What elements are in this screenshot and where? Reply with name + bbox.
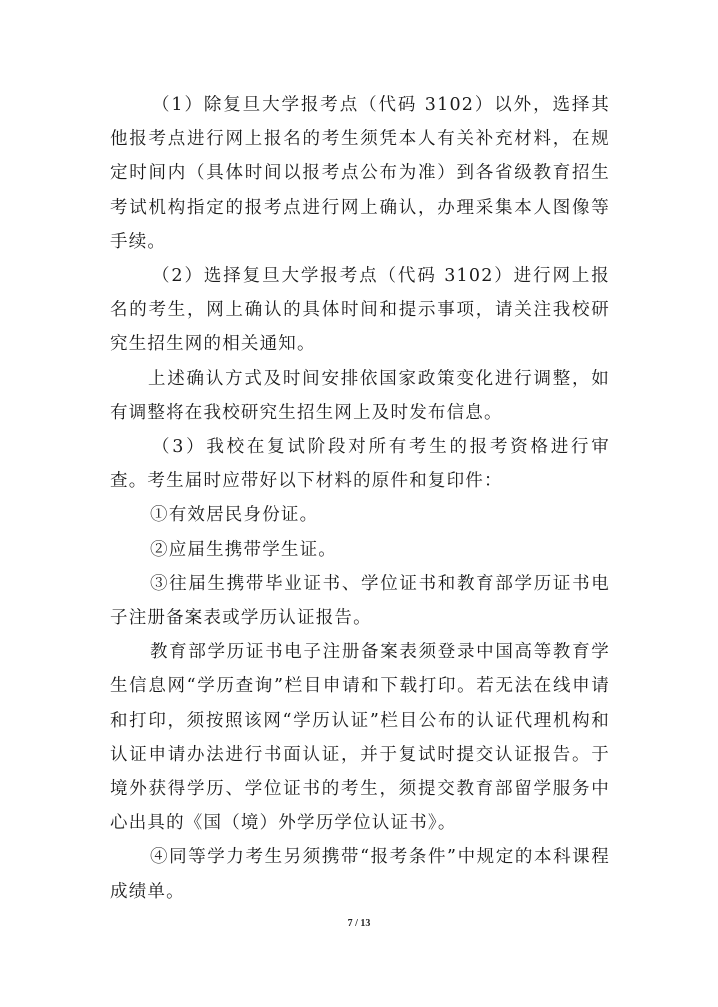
list-item-student-card: ②应届生携带学生证。 [150, 539, 337, 560]
list-item-id-card: ①有效居民身份证。 [150, 505, 319, 526]
paragraph-4: （3）我校在复试阶段对所有考生的报考资格进行审查。考生届时应带好以下材料的原件和复印件： [110, 437, 610, 492]
paragraph-1: （1）除复旦大学报考点（代码 3102）以外，选择其他报考点进行网上报名的考生须凭本人有关补充材料，在规定时间内（具体时间以报考点公布为准）到各省级教育招生考试机构指定的报考点进行网上确认，办理采集本人图像等手续。 [110, 95, 610, 252]
paragraph-certificate-info: 教育部学历证书电子注册备案表须登录中国高等教育学生信息网“学历查询”栏目申请和下载打印。若无法在线申请和打印，须按照该网“学历认证”栏目公布的认证代理机构和认证申请办法进行书面认证，并于复试时提交认证报告。于境外获得学历、学位证书的考生，须提交教育部留学服务中心出具的《国（境）外学历学位认证书》。 [110, 642, 610, 834]
paragraph-2: （2）选择复旦大学报考点（代码 3102）进行网上报名的考生，网上确认的具体时间和提示事项，请关注我校研究生招生网的相关通知。 [110, 266, 610, 355]
page-number: 7 / 13 [347, 918, 371, 929]
document-body [110, 88, 610, 909]
list-item-transcript: ④同等学力考生另须携带“报考条件”中规定的本科课程成绩单。 [110, 847, 610, 902]
list-item-diploma: ③往届生携带毕业证书、学位证书和教育部学历证书电子注册备案表或学历认证报告。 [110, 573, 610, 629]
paragraph-3: 上述确认方式及时间安排依国家政策变化进行调整，如有调整将在我校研究生招生网上及时发布信息。 [110, 368, 610, 423]
